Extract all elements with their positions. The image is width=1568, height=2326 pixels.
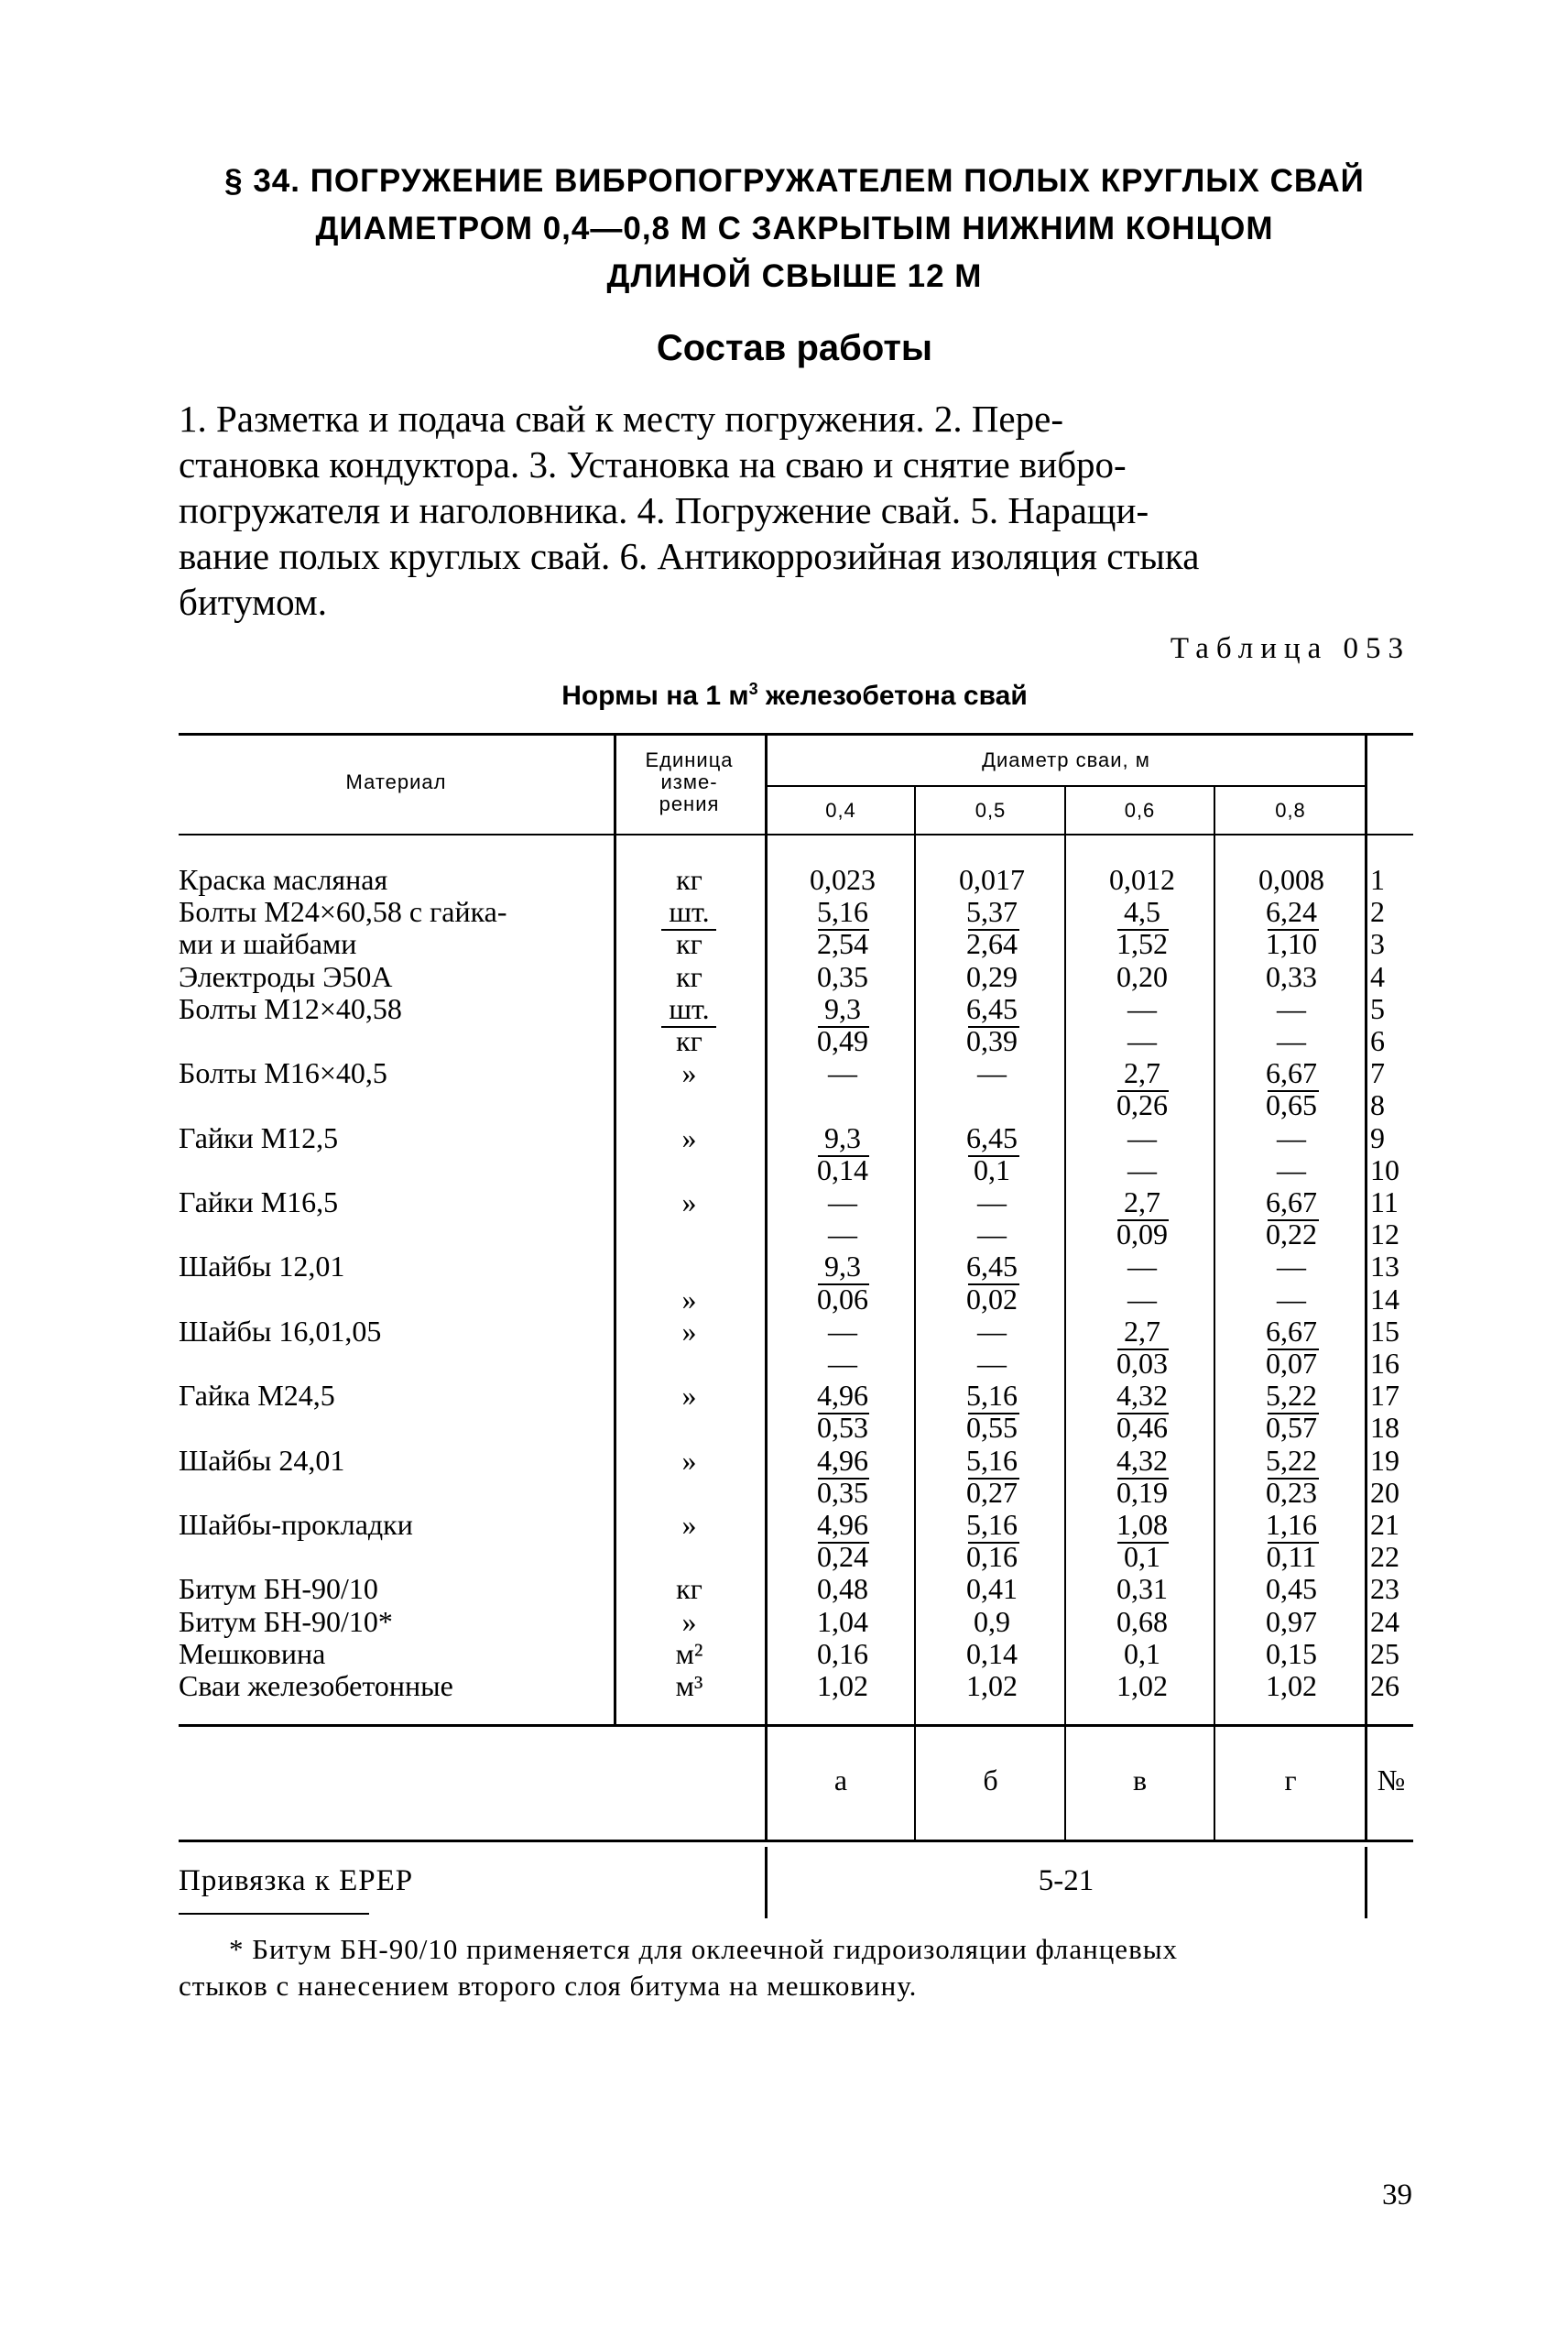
table-caption: [179, 680, 1410, 712]
value-cell: 1,10: [1266, 927, 1317, 960]
material-name: Шайбы 12,01: [179, 1250, 345, 1283]
value-cell: 4,96: [817, 1379, 868, 1412]
material-name: Электроды Э50А: [179, 960, 393, 993]
section-heading: [179, 158, 1410, 300]
row-number: 13: [1370, 1250, 1399, 1283]
body-bottom-rule: [179, 1724, 1413, 1727]
value-cell: 0,26: [1116, 1088, 1168, 1121]
row-number: 15: [1370, 1315, 1399, 1348]
row-number: 14: [1370, 1283, 1399, 1316]
header-unit-line: Единица: [645, 748, 734, 771]
material-name: Мешковина: [179, 1637, 326, 1670]
value-cell: 1,02: [1266, 1669, 1317, 1702]
work-description: [179, 396, 1410, 625]
row-number: 10: [1370, 1153, 1399, 1186]
value-cell: 0,24: [817, 1540, 868, 1573]
header-diameter-04: 0,4: [825, 799, 856, 822]
value-cell: 0,68: [1116, 1605, 1168, 1638]
value-cell: —: [977, 1056, 1007, 1089]
row-number: 24: [1370, 1605, 1399, 1638]
page-number: 39: [1382, 2179, 1412, 2211]
value-cell: —: [977, 1347, 1007, 1380]
value-cell: 0,35: [817, 1476, 868, 1509]
value-cell: 4,32: [1116, 1379, 1168, 1412]
material-name: Шайбы 16,01,05: [179, 1315, 382, 1348]
value-cell: 0,012: [1109, 863, 1175, 896]
value-cell: —: [1277, 992, 1306, 1025]
caption-superscript: 3: [748, 680, 758, 698]
material-name: Битум БН-90/10: [179, 1572, 378, 1605]
caption-prefix: Нормы на 1 м: [561, 681, 749, 711]
footnote-rule: [179, 1913, 369, 1915]
unit-cell: »: [681, 1605, 697, 1638]
value-cell: 0,06: [817, 1283, 868, 1316]
value-cell: —: [977, 1315, 1007, 1348]
value-cell: 0,14: [966, 1637, 1018, 1670]
unit-cell: »: [681, 1056, 697, 1089]
number-column-divider: [1365, 733, 1367, 1840]
number-symbol: №: [1377, 1764, 1406, 1796]
value-cell: 2,7: [1124, 1315, 1160, 1348]
value-cell: 0,1: [1124, 1637, 1160, 1670]
value-cell: —: [1127, 1153, 1157, 1186]
material-name: Гайки М16,5: [179, 1185, 339, 1218]
footnote-line: стыков с нанесением второго слоя битума на мешковину.: [179, 1970, 918, 2002]
value-cell: 0,9: [974, 1605, 1010, 1638]
value-cell: 5,22: [1266, 1379, 1317, 1412]
value-cell: 4,96: [817, 1444, 868, 1477]
material-name: Шайбы-прокладки: [179, 1508, 413, 1541]
value-cell: 0,45: [1266, 1572, 1317, 1605]
column-letter-v: в: [1132, 1764, 1148, 1796]
row-number: 8: [1370, 1088, 1385, 1121]
heading-line-2: ДИАМЕТРОМ 0,4—0,8 М С ЗАКРЫТЫМ НИЖНИМ КОНЦОМ: [315, 211, 1274, 246]
binding-right-divider: [1365, 1847, 1367, 1918]
value-cell: —: [1127, 992, 1157, 1025]
value-cell: 1,52: [1116, 927, 1168, 960]
unit-cell: шт.: [669, 895, 710, 928]
value-cell: 5,16: [966, 1444, 1018, 1477]
row-number: 4: [1370, 960, 1385, 993]
value-cell: —: [1277, 1250, 1306, 1283]
value-cell: 1,16: [1266, 1508, 1317, 1541]
unit-cell: »: [681, 1379, 697, 1412]
value-cell: 0,35: [817, 960, 868, 993]
value-cell: 9,3: [824, 1121, 861, 1154]
unit-cell: »: [681, 1508, 697, 1541]
value-cell: 0,15: [1266, 1637, 1317, 1670]
value-cell: —: [977, 1185, 1007, 1218]
header-diameter-05: 0,5: [975, 799, 1007, 822]
value-cell: 0,97: [1266, 1605, 1317, 1638]
unit-cell: »: [681, 1315, 697, 1348]
material-name: Гайка М24,5: [179, 1379, 335, 1412]
value-cell: 6,24: [1266, 895, 1317, 928]
footnote: [179, 1931, 1410, 2004]
value-cell: 0,57: [1266, 1411, 1317, 1444]
material-name: Шайбы 24,01: [179, 1444, 345, 1477]
value-cell: —: [1127, 1250, 1157, 1283]
value-cell: —: [1277, 1283, 1306, 1316]
row-number: 17: [1370, 1379, 1399, 1412]
value-cell: 0,1: [1124, 1540, 1160, 1573]
heading-line-3: ДЛИНОЙ СВЫШЕ 12 М: [606, 258, 983, 294]
value-cell: 2,7: [1124, 1056, 1160, 1089]
binding-label: Привязка к ЕРЕР: [179, 1864, 414, 1897]
value-cell: 5,16: [966, 1379, 1018, 1412]
value-cell: 1,02: [966, 1669, 1018, 1702]
body-line: битумом.: [179, 581, 327, 623]
value-cell: 6,45: [966, 992, 1018, 1025]
header-unit-line: изме-: [660, 770, 718, 793]
row-number: 7: [1370, 1056, 1385, 1089]
value-cell: 0,008: [1258, 863, 1324, 896]
value-cell: —: [1277, 1024, 1306, 1057]
binding-value: 5-21: [1038, 1864, 1094, 1897]
material-name: Сваи железобетонные: [179, 1669, 453, 1702]
value-cell: 6,67: [1266, 1056, 1317, 1089]
body-line: становка кондуктора. 3. Установка на сваю и снятие вибро-: [179, 443, 1127, 486]
value-cell: 6,45: [966, 1121, 1018, 1154]
value-cell: 0,20: [1116, 960, 1168, 993]
row-number: 19: [1370, 1444, 1399, 1477]
value-cell: —: [828, 1315, 857, 1348]
material-name: Гайки М12,5: [179, 1121, 339, 1154]
value-cell: 0,53: [817, 1411, 868, 1444]
section-subtitle: Состав работы: [656, 328, 933, 368]
row-number: 3: [1370, 927, 1385, 960]
value-cell: 1,04: [817, 1605, 868, 1638]
table-top-rule: [179, 733, 1413, 736]
unit-cell: кг: [676, 927, 702, 960]
value-cell: 0,017: [959, 863, 1025, 896]
value-cell: —: [977, 1218, 1007, 1250]
row-number: 18: [1370, 1411, 1399, 1444]
value-cell: 1,02: [1116, 1669, 1168, 1702]
material-name: Битум БН-90/10*: [179, 1605, 393, 1638]
header-unit: [614, 749, 765, 815]
header-diameter-06: 0,6: [1124, 799, 1156, 822]
material-name: Болты М12×40,58: [179, 992, 402, 1025]
body-line: 1. Разметка и подача свай к месту погружения. 2. Пере-: [179, 398, 1063, 440]
value-cell: 0,11: [1266, 1540, 1317, 1573]
row-number: 20: [1370, 1476, 1399, 1509]
table-label: Таблица 053: [1170, 632, 1410, 665]
row-number: 1: [1370, 863, 1385, 896]
unit-cell: кг: [676, 960, 702, 993]
value-cell: 2,64: [966, 927, 1018, 960]
value-cell: 0,02: [966, 1283, 1018, 1316]
unit-cell: кг: [676, 1024, 702, 1057]
letters-bottom-rule: [179, 1840, 1413, 1842]
value-cell: 6,67: [1266, 1315, 1317, 1348]
value-cell: —: [828, 1347, 857, 1380]
material-name: Болты М24×60,58 с гайка-: [179, 895, 507, 928]
value-cell: 2,54: [817, 927, 868, 960]
value-cell: 1,02: [817, 1669, 868, 1702]
unit-cell: »: [681, 1444, 697, 1477]
unit-cell: кг: [676, 1572, 702, 1605]
value-cell: 0,29: [966, 960, 1018, 993]
value-cell: 5,22: [1266, 1444, 1317, 1477]
value-cell: 6,67: [1266, 1185, 1317, 1218]
row-number: 6: [1370, 1024, 1385, 1057]
unit-cell: »: [681, 1185, 697, 1218]
value-cell: 0,09: [1116, 1218, 1168, 1250]
unit-cell: кг: [676, 863, 702, 896]
value-cell: —: [828, 1056, 857, 1089]
value-cell: 0,39: [966, 1024, 1018, 1057]
unit-cell: м²: [675, 1637, 703, 1670]
value-cell: 2,7: [1124, 1185, 1160, 1218]
value-cell: 0,14: [817, 1153, 868, 1186]
footnote-line: * Битум БН-90/10 применяется для оклеечной гидроизоляции фланцевых: [229, 1933, 1179, 1965]
value-cell: 0,16: [966, 1540, 1018, 1573]
value-cell: 5,16: [817, 895, 868, 928]
diameter-header-rule: [768, 785, 1365, 787]
value-cell: 0,16: [817, 1637, 868, 1670]
value-cell: 9,3: [824, 992, 861, 1025]
header-diameter-08: 0,8: [1275, 799, 1306, 822]
row-number: 9: [1370, 1121, 1385, 1154]
column-letter-b: б: [983, 1764, 998, 1796]
value-cell: 0,22: [1266, 1218, 1317, 1250]
header-diameter: Диаметр сваи, м: [982, 748, 1150, 771]
row-number: 2: [1370, 895, 1385, 928]
row-number: 12: [1370, 1218, 1399, 1250]
value-cell: —: [828, 1218, 857, 1250]
caption-suffix: железобетона свай: [757, 681, 1028, 711]
row-number: 26: [1370, 1669, 1399, 1702]
row-number: 23: [1370, 1572, 1399, 1605]
value-cell: 0,1: [974, 1153, 1010, 1186]
row-number: 22: [1370, 1540, 1399, 1573]
body-line: вание полых круглых свай. 6. Антикоррозийная изоляция стыка: [179, 535, 1200, 577]
material-name: Краска масляная: [179, 863, 388, 896]
value-cell: 0,07: [1266, 1347, 1317, 1380]
row-number: 21: [1370, 1508, 1399, 1541]
value-cell: 0,03: [1116, 1347, 1168, 1380]
value-cell: 0,31: [1116, 1572, 1168, 1605]
value-cell: 0,55: [966, 1411, 1018, 1444]
value-cell: 0,49: [817, 1024, 868, 1057]
value-cell: 0,33: [1266, 960, 1317, 993]
value-cell: 4,32: [1116, 1444, 1168, 1477]
value-cell: 9,3: [824, 1250, 861, 1283]
unit-cell: »: [681, 1283, 697, 1316]
value-cell: 0,65: [1266, 1088, 1317, 1121]
heading-line-1: § 34. ПОГРУЖЕНИЕ ВИБРОПОГРУЖАТЕЛЕМ ПОЛЫХ КРУГЛЫХ СВАЙ: [224, 163, 1365, 199]
value-cell: 4,5: [1124, 895, 1160, 928]
header-material: Материал: [345, 770, 447, 793]
value-cell: 0,19: [1116, 1476, 1168, 1509]
body-line: погружателя и наголовника. 4. Погружение свай. 5. Наращи-: [179, 489, 1149, 531]
value-cell: 0,48: [817, 1572, 868, 1605]
unit-cell: »: [681, 1121, 697, 1154]
values-left-divider: [765, 733, 768, 1840]
value-cell: 0,27: [966, 1476, 1018, 1509]
row-number: 11: [1370, 1185, 1399, 1218]
material-name: ми и шайбами: [179, 927, 357, 960]
value-cell: —: [1127, 1283, 1157, 1316]
row-number: 5: [1370, 992, 1385, 1025]
value-cell: 0,023: [810, 863, 876, 896]
value-cell: —: [1127, 1121, 1157, 1154]
unit-cell: шт.: [669, 992, 710, 1025]
header-unit-line: рения: [659, 792, 720, 815]
value-cell: —: [828, 1185, 857, 1218]
value-cell: —: [1277, 1153, 1306, 1186]
value-cell: —: [1127, 1024, 1157, 1057]
value-cell: 5,16: [966, 1508, 1018, 1541]
value-cell: —: [1277, 1121, 1306, 1154]
column-letter-a: а: [833, 1764, 848, 1796]
value-cell: 0,46: [1116, 1411, 1168, 1444]
header-bottom-rule: [179, 834, 1413, 835]
value-cell: 4,96: [817, 1508, 868, 1541]
row-number: 16: [1370, 1347, 1399, 1380]
row-number: 25: [1370, 1637, 1399, 1670]
value-cell: 6,45: [966, 1250, 1018, 1283]
column-letter-g: г: [1284, 1764, 1297, 1796]
material-name: Болты М16×40,5: [179, 1056, 387, 1089]
unit-cell: м³: [675, 1669, 703, 1702]
value-cell: 5,37: [966, 895, 1018, 928]
value-cell: 0,41: [966, 1572, 1018, 1605]
value-cell: 1,08: [1116, 1508, 1168, 1541]
value-cell: 0,23: [1266, 1476, 1317, 1509]
